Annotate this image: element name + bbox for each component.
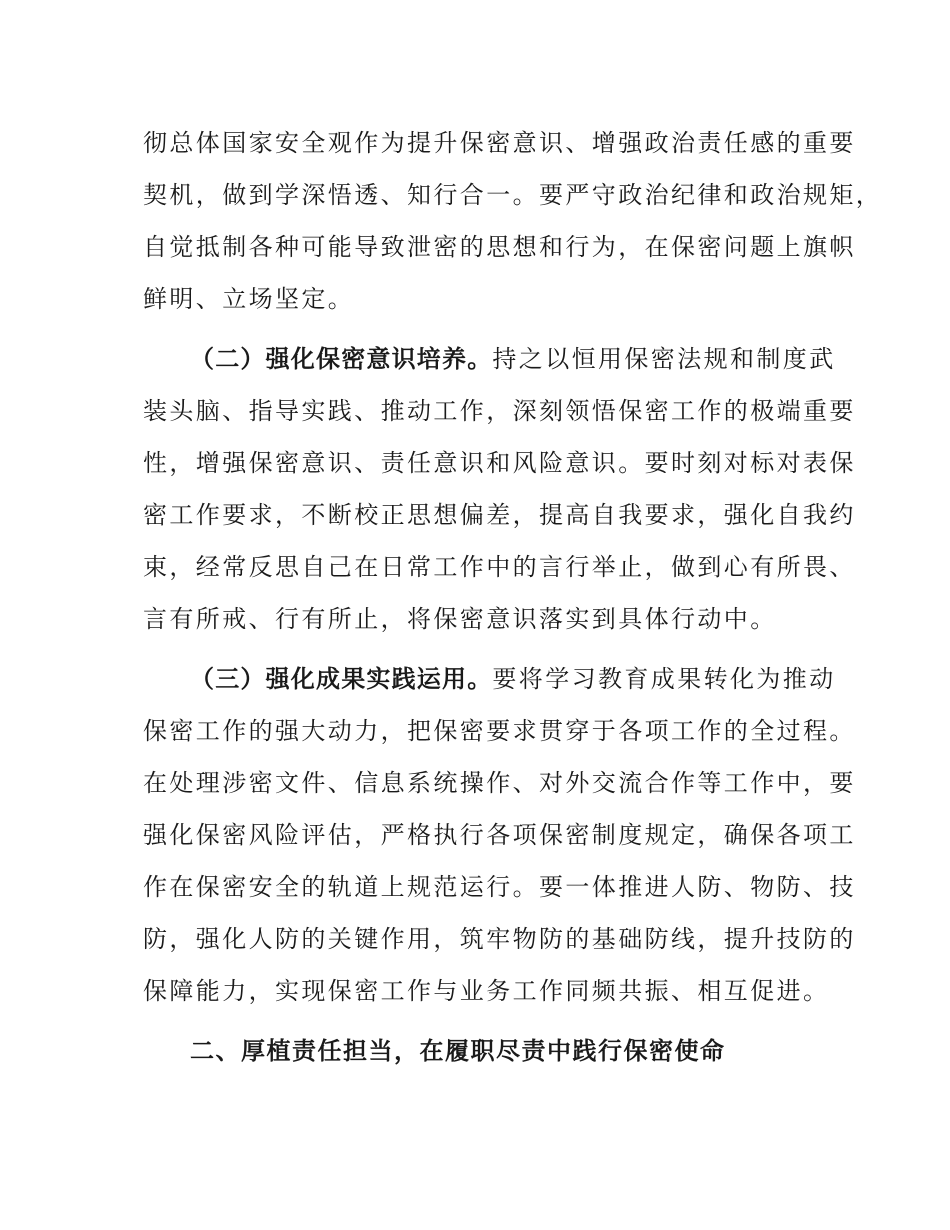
section-2-line-2: 装头脑、指导实践、推动工作，深刻领悟保密工作的极端重要 <box>143 397 856 425</box>
section-3-line-3: 在处理涉密文件、信息系统操作、对外交流合作等工作中，要 <box>143 769 856 797</box>
section-3-first-line-text: 要将学习教育成果转化为推动 <box>492 665 836 693</box>
section-2-title: （二）强化保密意识培养。 <box>190 345 493 373</box>
section-2-line-5: 束，经常反思自己在日常工作中的言行举止，做到心有所畏、 <box>143 553 856 581</box>
paragraph-1-line-3: 自觉抵制各种可能导致泄密的思想和行为，在保密问题上旗帜 <box>143 233 856 261</box>
section-3-line-5: 作在保密安全的轨道上规范运行。要一体推进人防、物防、技 <box>143 873 856 901</box>
section-3-line-2: 保密工作的强大动力，把保密要求贯穿于各项工作的全过程。 <box>143 717 856 745</box>
section-2-line-4: 密工作要求，不断校正思想偏差，提高自我要求，强化自我约 <box>143 501 856 529</box>
section-3-line-7: 保障能力，实现保密工作与业务工作同频共振、相互促进。 <box>143 977 830 1005</box>
paragraph-1-line-4: 鲜明、立场坚定。 <box>143 285 355 313</box>
paragraph-1-line-2: 契机，做到学深悟透、知行合一。要严守政治纪律和政治规矩， <box>143 181 883 209</box>
paragraph-1-line-1: 彻总体国家安全观作为提升保密意识、增强政治责任感的重要 <box>143 129 856 157</box>
section-2-first-line-text: 持之以恒用保密法规和制度武 <box>492 345 836 373</box>
section-3-first-line <box>190 664 880 694</box>
section-3-line-4: 强化保密风险评估，严格执行各项保密制度规定，确保各项工 <box>143 821 856 849</box>
section-2-first-line <box>190 344 880 374</box>
section-3-title: （三）强化成果实践运用。 <box>190 665 493 693</box>
section-2-line-6: 言有所戒、行有所止，将保密意识落实到具体行动中。 <box>143 605 777 633</box>
section-2-line-3: 性，增强保密意识、责任意识和风险意识。要时刻对标对表保 <box>143 449 856 477</box>
section-heading-2: 二、厚植责任担当，在履职尽责中践行保密使命 <box>190 1037 726 1065</box>
section-3-line-6: 防，强化人防的关键作用，筑牢物防的基础防线，提升技防的 <box>143 925 856 953</box>
